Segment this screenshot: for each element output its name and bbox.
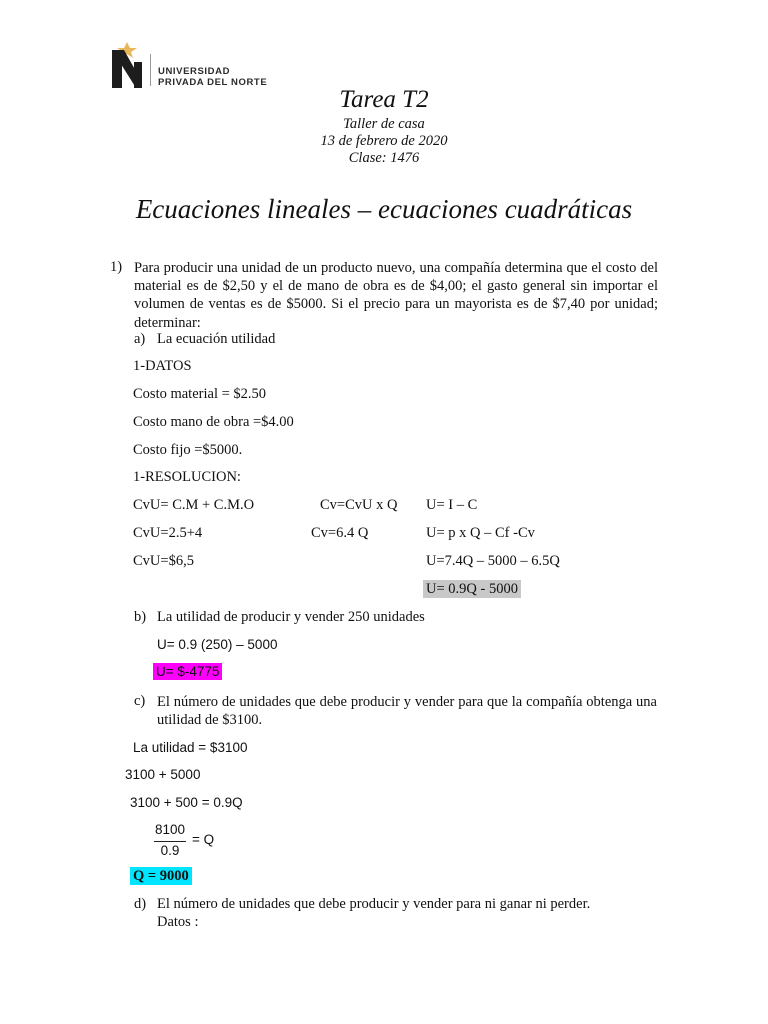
part-c-line1: La utilidad = $3100 — [133, 740, 248, 755]
subtitle: Taller de casa — [343, 116, 425, 132]
part-a-result — [423, 581, 521, 598]
part-a-result-text: U= 0.9Q - 5000 — [423, 580, 521, 598]
fraction-numerator: 8100 — [154, 822, 186, 837]
part-d-datos: Datos : — [157, 914, 199, 930]
equation-cvu: CvU= C.M + C.M.O — [133, 497, 255, 513]
part-c-letter: c) — [134, 693, 146, 709]
dato-item: Costo material = $2.50 — [133, 386, 267, 402]
page-title: Tarea T2 — [339, 86, 429, 113]
date: 13 de febrero de 2020 — [320, 133, 448, 149]
class-number: Clase: 1476 — [348, 150, 420, 166]
fraction-denominator: 0.9 — [160, 843, 180, 858]
equation-cvu: CvU=$6,5 — [133, 553, 194, 569]
equation-cv: Cv=CvU x Q — [320, 497, 398, 513]
part-c-line2: 3100 + 5000 — [125, 767, 201, 782]
dato-item: Costo mano de obra =$4.00 — [133, 414, 294, 430]
university-logo — [108, 40, 270, 92]
part-b-letter: b) — [134, 609, 147, 625]
resolucion-title: 1-RESOLUCION: — [133, 469, 241, 485]
datos-title: 1-DATOS — [133, 358, 192, 374]
equation-cvu: CvU=2.5+4 — [133, 525, 203, 541]
part-a-letter: a) — [134, 331, 146, 347]
part-d-label: El número de unidades que debe producir y vender para ni ganar ni perder. — [157, 896, 591, 912]
part-c-line3: 3100 + 500 = 0.9Q — [130, 795, 243, 810]
part-c-result — [130, 868, 192, 885]
part-c-result-text: Q = 9000 — [130, 867, 192, 885]
logo-line-2: PRIVADA DEL NORTE — [158, 77, 268, 88]
equation-u: U= I – C — [426, 497, 478, 513]
part-c-label: El número de unidades que debe producir y vender para que la compañía obtenga una utilidad de $3100. — [157, 694, 657, 729]
fraction-bar — [154, 841, 186, 842]
dato-item: Costo fijo =$5000. — [133, 442, 243, 458]
part-b-calc: U= 0.9 (250) – 5000 — [157, 637, 278, 652]
logo-n-icon — [108, 40, 148, 92]
part-b-result-text: U= $-4775 — [153, 663, 222, 680]
part-a-label: La ecuación utilidad — [157, 331, 276, 347]
fraction-equals: = Q — [192, 832, 215, 847]
section-heading: Ecuaciones lineales – ecuaciones cuadráticas — [135, 194, 633, 224]
problem-number: 1) — [110, 259, 123, 275]
part-b-label: La utilidad de producir y vender 250 unidades — [157, 609, 425, 625]
logo-separator — [150, 54, 151, 86]
equation-u: U=7.4Q – 5000 – 6.5Q — [426, 553, 560, 569]
problem-statement: Para producir una unidad de un producto nuevo, una compañía determina que el costo del material es de $2,50 y el de mano de obra es de $4,00; el gasto general sin importar el volumen de ventas es de $5000. Si el precio para un mayorista es de $7,40 por unidad; determinar: — [134, 260, 658, 331]
equation-u: U= p x Q – Cf -Cv — [426, 525, 535, 541]
part-d-letter: d) — [134, 896, 147, 912]
equation-cv: Cv=6.4 Q — [311, 525, 369, 541]
logo-line-1: UNIVERSIDAD — [158, 66, 231, 77]
part-b-result — [153, 664, 222, 679]
